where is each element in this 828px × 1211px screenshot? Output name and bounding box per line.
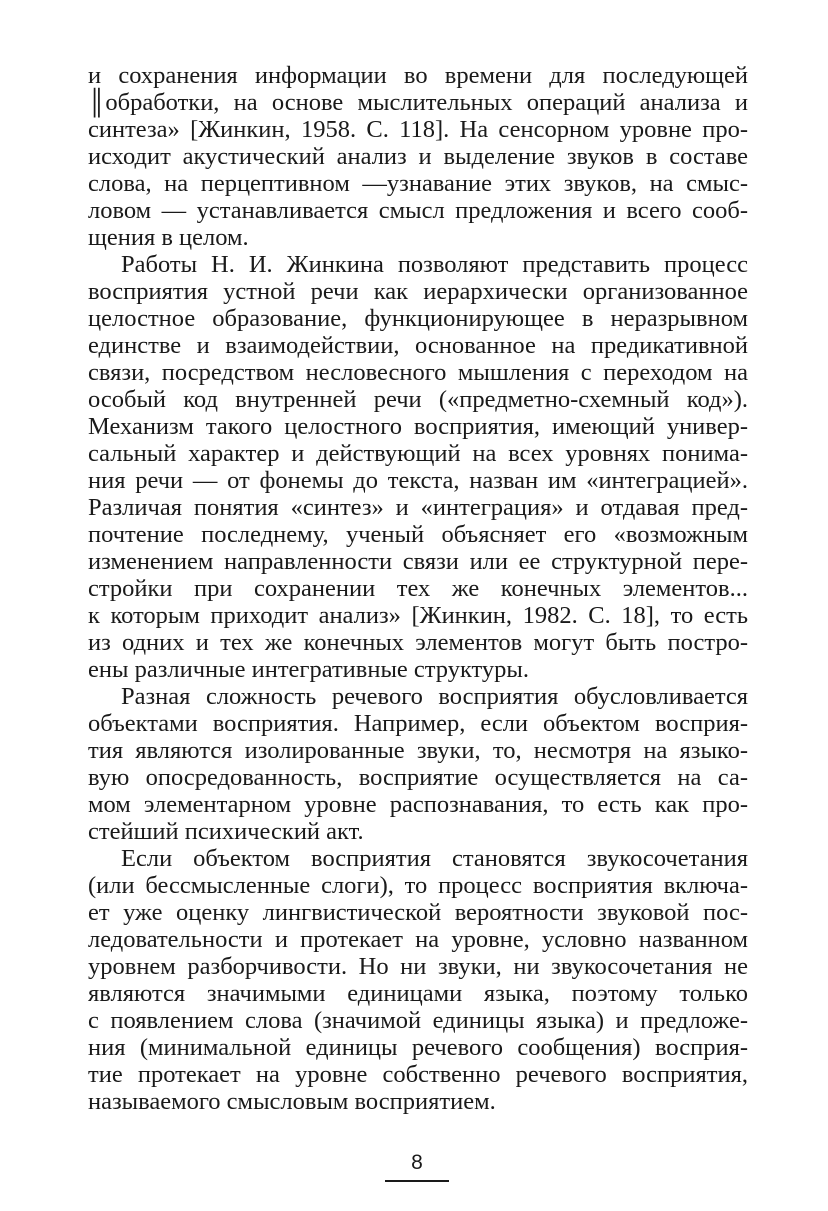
text-line: Работы Н. И. Жинкина позволяют представить процесс [121, 251, 748, 278]
text-line: тия являются изолированные звуки, то, несмотря на языко- [88, 737, 748, 764]
text-line: тие протекает на уровне собственно речевого восприятия, [88, 1061, 748, 1088]
text-line: называемого смысловым восприятием. [88, 1088, 496, 1115]
text-line: с появлением слова (значимой единицы языка) и предложе- [88, 1007, 748, 1034]
text-line: ет уже оценку лингвистической вероятности звуковой пос- [88, 899, 748, 926]
text-line: целостное образование, функционирующее в неразрывном [88, 305, 748, 332]
text-line: изменением направленности связи или ее структурной пере- [88, 548, 748, 575]
text-line: слова, на перцептивном —узнавание этих звуков, на смыс- [88, 170, 748, 197]
text-line: вую опосредованность, восприятие осуществляется на са- [88, 764, 748, 791]
text-line: из одних и тех же конечных элементов могут быть постро- [88, 629, 748, 656]
text-line: почтение последнему, ученый объясняет его «возможным [88, 521, 748, 548]
text-line: ния (минимальной единицы речевого сообщения) восприя- [88, 1034, 748, 1061]
text-line: единстве и взаимодействии, основанное на предикативной [88, 332, 748, 359]
text-line: являются значимыми единицами языка, поэтому только [88, 980, 748, 1007]
text-line: ледовательности и протекает на уровне, условно названном [88, 926, 748, 953]
text-line: Если объектом восприятия становятся звукосочетания [121, 845, 748, 872]
text-line: Различая понятия «синтез» и «интеграция» и отдавая пред- [88, 494, 748, 521]
text-line: и сохранения информации во времени для последующей [88, 62, 748, 89]
page-number: 8 [385, 1150, 449, 1182]
text-line: сальный характер и действующий на всех уровнях понима- [88, 440, 748, 467]
text-line: (или бессмысленные слоги), то процесс восприятия включа- [88, 872, 748, 899]
paragraph-4 [88, 845, 748, 1115]
text-line: уровнем разборчивости. Но ни звуки, ни звукосочетания не [88, 953, 748, 980]
paragraph-3 [88, 683, 748, 845]
text-line: объектами восприятия. Например, если объектом восприя- [88, 710, 748, 737]
text-line: Механизм такого целостного восприятия, имеющий универ- [88, 413, 748, 440]
text-line: щения в целом. [88, 224, 249, 251]
text-line: ены различные интегративные структуры. [88, 656, 530, 683]
text-line: ния речи — от фонемы до текста, назван им «интеграцией». [88, 467, 748, 494]
page-body [88, 62, 748, 1115]
text-line: ║обработки, на основе мыслительных операций анализа и [88, 89, 748, 116]
text-line: особый код внутренней речи («предметно-схемный код»). [88, 386, 748, 413]
paragraph-2 [88, 251, 748, 683]
text-line: к которым приходит анализ» [Жинкин, 1982. С. 18], то есть [88, 602, 748, 629]
paragraph-1 [88, 62, 748, 251]
text-line: стройки при сохранении тех же конечных элементов... [88, 575, 748, 602]
text-line: ловом — устанавливается смысл предложения и всего сооб- [88, 197, 748, 224]
text-line: исходит акустический анализ и выделение звуков в составе [88, 143, 748, 170]
text-line: связи, посредством несловесного мышления с переходом на [88, 359, 748, 386]
text-line: синтеза» [Жинкин, 1958. С. 118]. На сенсорном уровне про- [88, 116, 748, 143]
text-line: стейший психический акт. [88, 818, 364, 845]
text-line: Разная сложность речевого восприятия обусловливается [121, 683, 748, 710]
text-line: мом элементарном уровне распознавания, то есть как про- [88, 791, 748, 818]
text-line: восприятия устной речи как иерархически организованное [88, 278, 748, 305]
